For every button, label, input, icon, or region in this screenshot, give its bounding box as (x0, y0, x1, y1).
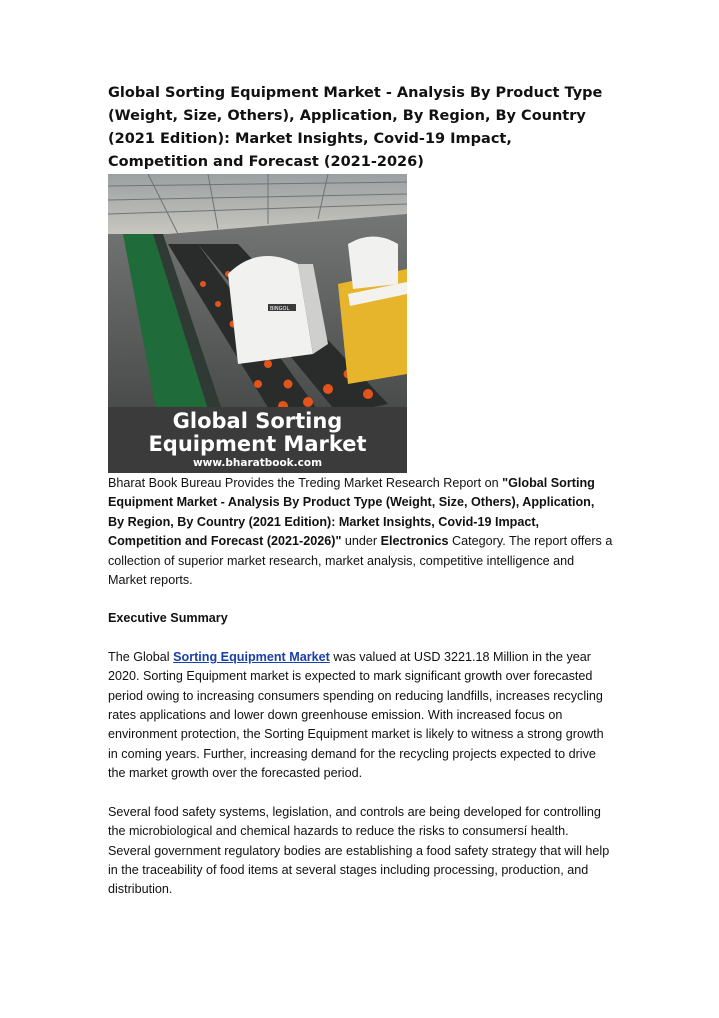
document-page (108, 82, 613, 900)
summary-paragraph-2: Several food safety systems, legislation, and controls are being developed for controlling the microbiological and chemical hazards to reduce the risks to consumersí health. Several government regulatory bodies are establishing a food safety strategy that will help in the traceability of food items at several stages including processing, production, and distribution. (108, 804, 610, 897)
hero-caption (108, 407, 407, 473)
intro-part2: under (341, 534, 381, 549)
hero-image (108, 174, 407, 473)
executive-summary-heading: Executive Summary (108, 611, 228, 626)
intro-part1: Bharat Book Bureau Provides the Treding Market Research Report on (108, 476, 503, 490)
hero-caption-line2: Equipment Market (148, 432, 367, 456)
intro-report-name: "Global Sorting Equipment Market - Analysis By Product Type (Weight, Size, Others), Application, By Region, By Country (2021 Edition): Market Insights, Covid-19 Impact, Competition and Forecast (2021-2026)" (108, 476, 595, 549)
hero-caption-url: www.bharatbook.com (192, 457, 323, 469)
hero-caption-line1: Global Sorting (172, 409, 343, 433)
intro-paragraph (108, 474, 613, 590)
p1-after-link: was valued at USD 3221.18 Million in the year 2020. Sorting Equipment market is expected to mark significant growth over forecasted period owing to increasing consumers spending on reducing landfills, increases recycling rates applications and lower down greenhouse emission. With increased focus on environment protection, the Sorting Equipment market is likely to witness a strong growth in coming years. Further, increasing demand for the recycling projects expected to drive the market growth over the forecasted period. (108, 649, 604, 781)
document-title: Global Sorting Equipment Market - Analysis By Product Type (Weight, Size, Others), Application, By Region, By Country (2021 Edition): Market Insights, Covid-19 Impact, Competition and Forecast (2021-2026) (108, 85, 603, 170)
intro-part3: Category. The report offers a collection of superior market research, market analysis, competitive intelligence and Market reports. (108, 534, 613, 588)
p1-before-link: The Global (108, 649, 174, 664)
intro-category: Electronics (380, 534, 449, 549)
brand-label: BINGOL (270, 306, 290, 312)
sorting-equipment-market-link[interactable]: Sorting Equipment Market (173, 649, 330, 664)
summary-paragraph-1 (108, 648, 613, 784)
